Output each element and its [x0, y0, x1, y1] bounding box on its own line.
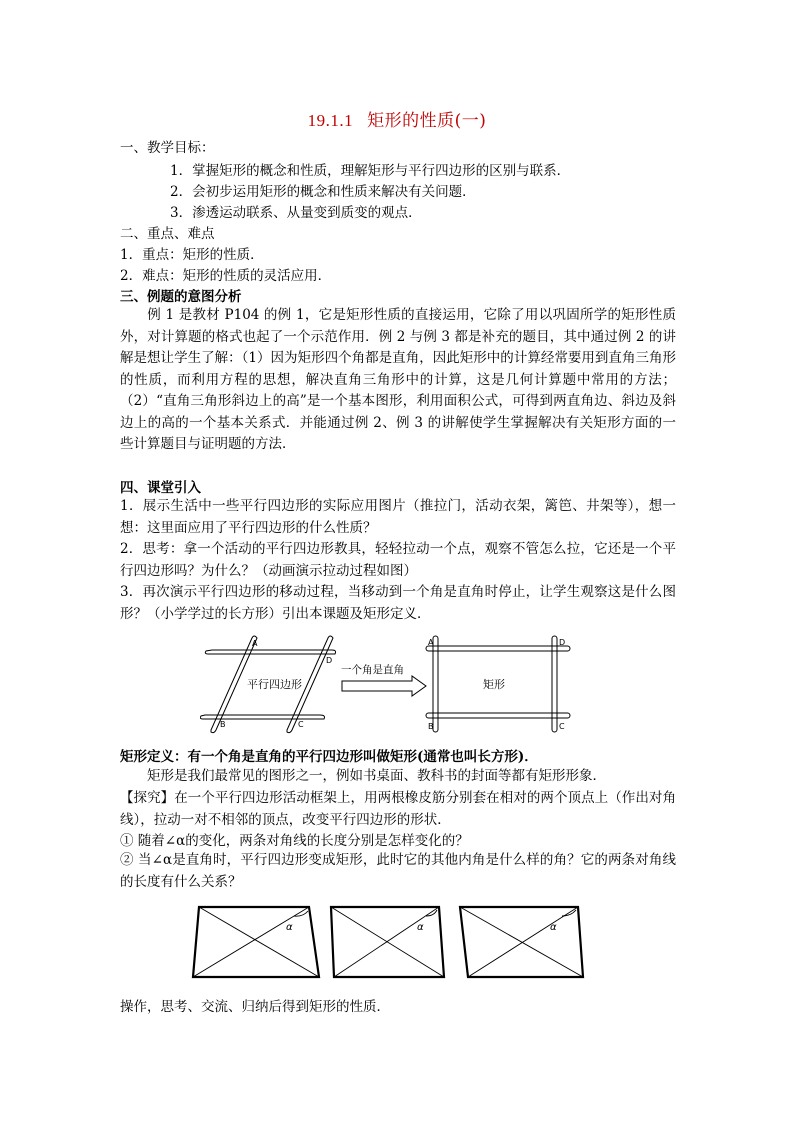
parallelogram-to-rectangle-figure — [200, 630, 590, 740]
page-title — [0, 106, 794, 131]
diagonal-line — [460, 907, 583, 977]
arrow-icon — [342, 676, 426, 696]
vertex-label: B — [220, 720, 226, 729]
title-number: 19.1.1 — [307, 111, 354, 130]
diagonal-line — [334, 907, 439, 977]
angle-label: α — [417, 922, 424, 933]
common-shape-text: 矩形是我们最常见的图形之一，例如书桌面、教科书的封面等都有矩形形象． — [147, 768, 606, 784]
analysis-paragraph — [120, 305, 676, 456]
rectangle-definition: 矩形定义：有一个角是直角的平行四边形叫做矩形(通常也叫长方形)． — [120, 749, 538, 765]
section-heading-intro: 四、课堂引入 — [120, 480, 201, 496]
vertex-label: C — [559, 722, 565, 731]
vertex-label: D — [326, 656, 333, 665]
rectangle-label: 矩形 — [483, 678, 505, 691]
angle-label: α — [550, 922, 557, 933]
frame-strip — [200, 715, 324, 719]
diagonal-line — [468, 907, 578, 977]
objective-item: 1．掌握矩形的概念和性质，理解矩形与平行四边形的区别与联系． — [170, 163, 571, 179]
intro-item-3: 3．再次演示平行四边形的移动过程，当移动到一个角是直角时停止，让学生观察这是什么图形？（小学学过的长方形）引出本课题及矩形定义． — [120, 584, 676, 622]
frame-strip — [426, 713, 570, 718]
diagonal-shapes-figure — [190, 902, 595, 982]
diagonal-line — [199, 907, 319, 977]
keypoint-item: 2．难点：矩形的性质的灵活应用． — [120, 268, 332, 284]
frame-strip — [205, 650, 335, 654]
keypoint-item: 1．重点：矩形的性质． — [120, 247, 264, 263]
objective-item: 2．会初步运用矩形的概念和性质来解决有关问题． — [170, 184, 476, 200]
parallelogram-shape — [193, 907, 319, 977]
vertex-label: D — [559, 638, 566, 647]
vertex-label: C — [298, 720, 304, 729]
arrow-label: 一个角是直角 — [341, 664, 404, 676]
vertex-label: B — [428, 722, 434, 731]
angle-label: α — [286, 922, 293, 933]
section-heading-analysis: 三、例题的意图分析 — [120, 289, 242, 305]
closing-line: 操作，思考、交流、归纳后得到矩形的性质． — [120, 999, 390, 1015]
intro-item-1: 1．展示生活中一些平行四边形的实际应用图片（推拉门，活动衣架，篱笆、井架等），想一想：这里面应用了平行四边形的什么性质？ — [120, 498, 676, 536]
frame-strip — [426, 646, 570, 651]
section-heading-objectives: 一、教学目标： — [120, 140, 215, 156]
section-heading-keypoints: 二、重点、难点 — [120, 226, 215, 242]
objective-item: 3．渗透运动联系、从量变到质变的观点． — [170, 205, 422, 221]
vertex-label: A — [252, 639, 258, 648]
title-text: 矩形的性质(一) — [367, 111, 487, 131]
explore-paragraph: 【探究】在一个平行四边形活动框架上，用两根橡皮筋分别套在相对的两个顶点上（作出对角线），拉动一对不相邻的顶点，改变平行四边形的形状． — [120, 790, 676, 828]
analysis-text: 例 1 是教材 P104 的例 1，它是矩形性质的直接运用，它除了用以巩固所学的矩形性质外，对计算题的格式也起了一个示范作用．例 2 与例 3 都是补充的题目，其中通过例 2 的讲解是想让学生了解：（1）因为矩形四个角都是直角，因此矩形中的计算经常要用到直角三角形的性质，而利用方程的思想，解决直角三角形中的计算，这是几何计算题中常用的方法；（2）“直角三角形斜边上的高”是一个基本图形，利用面积公式，可得到两直角边、斜边及斜边上的高的一个基本关系式．并能通过例 2、例 3 的讲解使学生掌握解决有关矩形方面的一些计算题目与证明题的方法． — [120, 307, 676, 452]
diagonal-line — [331, 907, 444, 977]
intro-item-2: 2．思考：拿一个活动的平行四边形教具，轻轻拉动一个点，观察不管怎么拉，它还是一个平行四边形吗？为什么？（动画演示拉动过程如图） — [120, 541, 676, 579]
common-shape-line — [120, 766, 676, 788]
parallelogram-label: 平行四边形 — [247, 678, 302, 691]
question-1: ① 随着∠α的变化，两条对角线的长度分别是怎样变化的？ — [120, 833, 469, 849]
diagonal-line — [193, 907, 309, 977]
question-2: ② 当∠α是直角时，平行四边形变成矩形，此时它的其他内角是什么样的角？它的两条对角线的长度有什么关系？ — [120, 852, 676, 890]
vertex-label: A — [428, 638, 434, 647]
